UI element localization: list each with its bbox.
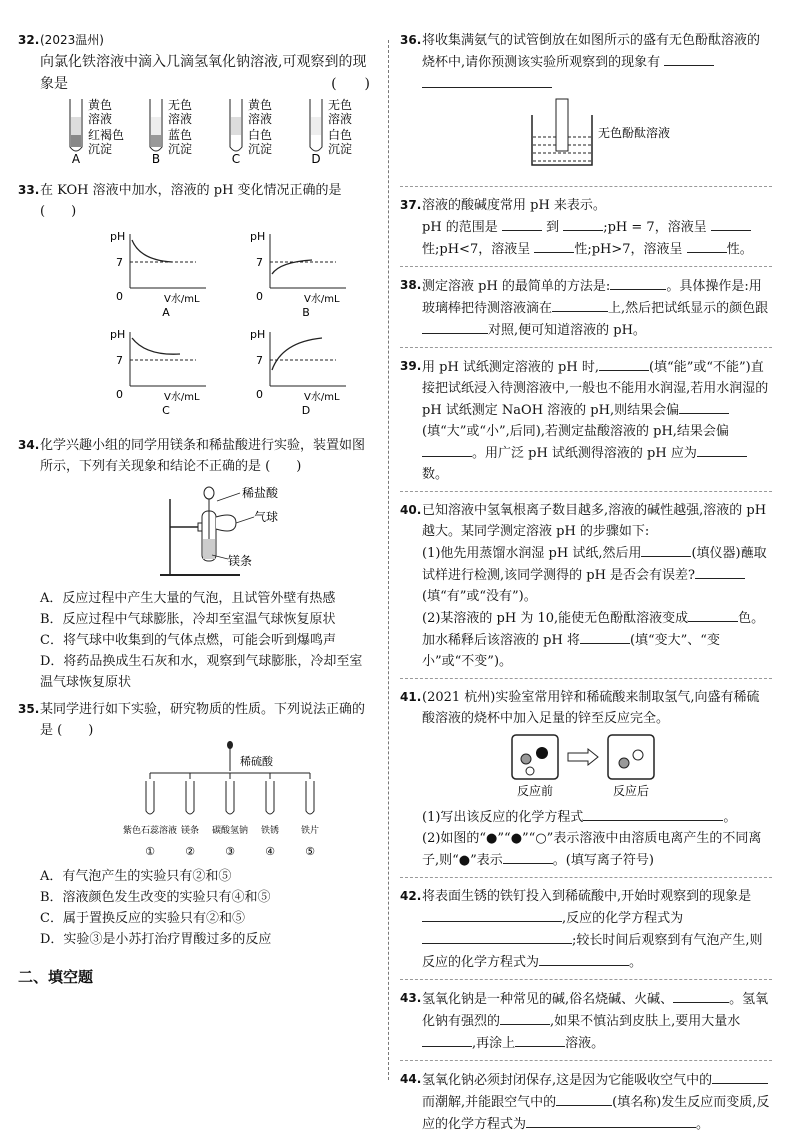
option-letter: C	[231, 152, 241, 166]
text: 。(填写离子符号)	[552, 853, 654, 868]
graph-letter: A	[162, 306, 170, 319]
question-43	[400, 988, 772, 1054]
answer-blank[interactable]	[673, 988, 729, 1003]
tube-label: 无色	[328, 98, 353, 112]
answer-blank[interactable]	[580, 629, 630, 644]
test-tube-options-figure	[40, 95, 370, 167]
tube-label: 白色	[248, 128, 273, 142]
option-letter: D	[311, 152, 321, 166]
question-number: 40.	[400, 503, 422, 517]
beaker-figure	[422, 95, 752, 173]
option-c: C．将气球中收集到的气体点燃，可能会听到爆鸣声	[40, 633, 336, 648]
y-axis-label: pH	[110, 230, 126, 243]
text: (填“变大”、“变小”或“不变”)。	[422, 633, 720, 669]
text: ;pH<7，溶液呈	[435, 242, 531, 257]
ph-curve	[132, 338, 180, 354]
question-number: 36.	[400, 33, 422, 47]
text: ;较长时间后观察到有气泡产生,则反应的化学方程式为	[422, 933, 763, 970]
tube-label: 蓝色	[168, 128, 193, 142]
text: ,反应的化学方程式为	[562, 911, 684, 926]
question-number: 42.	[400, 889, 422, 903]
text: 。	[629, 955, 643, 970]
tube-label: 白色	[328, 128, 353, 142]
question-text: 溶液的酸碱度常用 pH 来表示。	[422, 198, 606, 213]
ph-curve	[272, 338, 322, 370]
answer-blank[interactable]	[552, 297, 608, 312]
text: ;pH = 7，溶液呈	[603, 220, 707, 235]
text: pH 的范围是	[422, 220, 498, 235]
question-40	[400, 500, 772, 672]
sulfuric-acid-experiment-figure	[40, 741, 370, 859]
tube-label: 溶液	[328, 112, 353, 126]
tube-label: 溶液	[248, 112, 273, 126]
tube-name: 镁条	[180, 826, 200, 836]
balloon-apparatus-figure	[40, 477, 370, 581]
question-42	[400, 886, 772, 973]
tube-name: 紫色石蕊溶液	[122, 826, 178, 836]
ph-curve	[132, 240, 172, 262]
answer-blank[interactable]	[712, 1069, 768, 1084]
text: 氢氧化钠是一种常见的碱,俗名烧碱、火碱、	[422, 992, 674, 1007]
text: (填名称)发生反应而变质,反应的化学方程式为	[422, 1095, 770, 1132]
answer-blank[interactable]	[679, 399, 729, 414]
option-a: A．有气泡产生的实验只有②和⑤	[40, 869, 232, 884]
answer-blank[interactable]	[500, 1010, 550, 1025]
question-number: 34.	[18, 438, 40, 452]
option-c: C．属于置换反应的实验只有②和⑤	[40, 911, 245, 926]
option-letter: B	[151, 152, 161, 166]
question-number: 43.	[400, 991, 422, 1005]
label-balloon: 气球	[254, 510, 279, 524]
graph-letter: B	[302, 306, 310, 319]
text: (2)某溶液的 pH 为 10,能使无色酚酞溶液变成	[422, 611, 689, 626]
question-32	[18, 30, 370, 174]
option-d: D．实验③是小苏打治疗胃酸过多的反应	[40, 932, 272, 947]
tube-label: 红褐色	[88, 128, 125, 142]
answer-blank[interactable]	[534, 238, 574, 253]
test-tube	[266, 781, 274, 814]
answer-paren: ( )	[57, 723, 94, 738]
test-tube	[146, 781, 154, 814]
question-text: 向氯化铁溶液中滴入几滴氢氧化钠溶液,可观察到的现象是	[40, 54, 367, 92]
answer-blank[interactable]	[646, 1113, 696, 1128]
answer-blank[interactable]	[503, 849, 553, 864]
question-number: 39.	[400, 359, 422, 373]
text: 色。加水稀释后该溶液的 pH 将	[422, 611, 765, 648]
label-phenolphthalein: 无色酚酞溶液	[598, 126, 671, 140]
answer-paren: ( )	[40, 204, 77, 219]
tube-number: ②	[185, 845, 195, 858]
question-36	[400, 30, 772, 180]
answer-blank[interactable]	[526, 1113, 646, 1128]
y-axis-label: pH	[110, 328, 126, 341]
text: 。	[696, 1117, 710, 1132]
text: (2021 杭州)实验室常用锌和稀硫酸来制取氢气,向盛有稀硫酸溶液的烧杯中加入足量的锌至反应完全。	[422, 690, 760, 726]
ph-graph	[250, 328, 346, 417]
x-axis-label: V水/mL	[164, 392, 200, 403]
text: 性。	[726, 242, 753, 257]
question-source: (2023温州)	[40, 33, 104, 47]
tube-label: 无色	[168, 98, 193, 112]
answer-blank[interactable]	[422, 442, 472, 457]
text: 对照,便可知道溶液的 pH。	[488, 323, 646, 338]
text: 性	[422, 242, 436, 257]
text: 数。	[422, 467, 449, 482]
answer-paren: ( )	[331, 76, 370, 92]
answer-blank[interactable]	[539, 951, 629, 966]
tube-number: ③	[225, 845, 235, 858]
y-axis-label: pH	[250, 230, 266, 243]
question-number: 35.	[18, 702, 40, 716]
answer-blank[interactable]	[422, 319, 488, 334]
text: 上,然后把试纸显示的颜色跟	[608, 301, 769, 316]
y-axis-label: pH	[250, 328, 266, 341]
label-acid: 稀硫酸	[240, 755, 273, 768]
answer-paren: ( )	[265, 459, 302, 474]
option-letter: A	[71, 152, 81, 166]
left-column	[18, 30, 370, 987]
question-number: 33.	[18, 183, 40, 197]
answer-blank[interactable]	[610, 275, 666, 290]
tube-name: 碳酸氢钠	[211, 826, 249, 836]
x-axis-label: V水/mL	[304, 294, 340, 305]
text: 。具体操作是:用玻璃棒把待测溶液滴在	[422, 279, 762, 316]
test-tube	[226, 781, 234, 814]
text: 。用广泛 pH 试纸测得溶液的 pH 应为	[472, 446, 697, 461]
tube-label: 沉淀	[248, 142, 273, 156]
text: 而潮解,并能跟空气中的	[422, 1095, 557, 1110]
test-tube	[186, 781, 194, 814]
graph-letter: C	[162, 404, 170, 417]
question-text: 化学兴趣小组的同学用镁条和稀盐酸进行实验，装置如图所示，下列有关现象和结论不正确的是	[40, 438, 366, 474]
text: 。氢氧化钠有强烈的	[422, 992, 769, 1029]
answer-blank[interactable]	[583, 806, 723, 821]
question-text: 某同学进行如下实验，研究物质的性质。下列说法正确的是	[40, 702, 366, 738]
tick-7: 7	[256, 354, 263, 367]
question-text: 将收集满氨气的试管倒放在如图所示的盛有无色酚酞溶液的烧杯中,请你预测该实验所观察到的现象有	[422, 33, 761, 70]
label-magnesium: 镁条	[228, 554, 253, 568]
answer-blank[interactable]	[599, 356, 649, 371]
question-38	[400, 275, 772, 341]
tube-label: 溶液	[168, 112, 193, 126]
answer-blank[interactable]	[697, 442, 747, 457]
text: ,如果不慎沾到皮肤上,要用大量水	[550, 1014, 741, 1029]
tube-label: 溶液	[88, 112, 113, 126]
answer-blank[interactable]	[641, 542, 691, 557]
question-number: 37.	[400, 198, 422, 212]
ph-graph	[250, 230, 346, 319]
text: (2)如图的“●”“●”“○”表示溶液中由溶质电离产生的不同离子,则“●”表示	[422, 831, 762, 868]
option-b: B．反应过程中气球膨胀，冷却至室温气球恢复原状	[40, 612, 336, 627]
option-b: B．溶液颜色发生改变的实验只有④和⑤	[40, 890, 271, 905]
column-divider	[388, 40, 389, 1080]
text: 到	[546, 220, 560, 235]
text: (填“能”或“不能”)直接把试纸浸入待测溶液中,一般也不能用水润湿,若用水润湿的 pH 试纸测定 NaOH 溶液的 pH,则结果会偏	[422, 360, 769, 418]
tube-label: 沉淀	[328, 142, 353, 156]
x-axis-label: V水/mL	[164, 294, 200, 305]
tick-0: 0	[116, 290, 123, 303]
tube-name: 铁锈	[260, 826, 280, 836]
question-41: 41. (2021 杭州)实验室常用锌和稀硫酸来制取氢气,向盛有稀硫酸溶液的烧杯中加入足量的锌至反应完全。 反应前 反应后 (1)写出该反应的化学方程式 。 (2)如图的“●”“●”“○”表示溶液中由溶质电离产生的不同离子,则“●”表示 。(填写离子符号)	[400, 687, 772, 871]
text: ,再涂上	[472, 1036, 516, 1051]
label-acid: 稀盐酸	[242, 486, 279, 500]
text: 已知溶液中氢氧根离子数目越多,溶液的碱性越强,溶液的 pH 越大。某同学测定溶液 pH 的步骤如下:	[422, 503, 767, 539]
question-35	[18, 699, 370, 950]
text: (填“有”或“没有”)。	[422, 589, 537, 604]
text: 将表面生锈的铁钉投入到稀硫酸中,开始时观察到的现象是	[422, 889, 752, 904]
text: 溶液。	[565, 1036, 605, 1051]
tube-name: 铁片	[300, 826, 320, 836]
answer-blank[interactable]	[422, 929, 572, 944]
question-number: 41.	[400, 690, 422, 704]
question-text: 在 KOH 溶液中加水，溶液的 pH 变化情况正确的是	[40, 183, 342, 198]
answer-blank[interactable]	[556, 1091, 612, 1106]
question-44	[400, 1069, 772, 1135]
question-39	[400, 356, 772, 485]
label-after: 反应后	[612, 784, 650, 798]
text: 用 pH 试纸测定溶液的 pH 时,	[422, 360, 599, 375]
text: (1)他先用蒸馏水润湿 pH 试纸,然后用	[422, 546, 642, 561]
tick-7: 7	[256, 256, 263, 269]
tube-label: 沉淀	[168, 142, 193, 156]
tick-0: 0	[256, 290, 263, 303]
ion-beakers-figure	[422, 729, 752, 799]
answer-blank[interactable]	[422, 907, 562, 922]
option-a: A．反应过程中产生大量的气泡，且试管外壁有热感	[40, 591, 336, 606]
answer-blank[interactable]	[688, 607, 738, 622]
ph-graph	[110, 328, 206, 417]
text: (填“大”或“小”,后同),若测定盐酸溶液的 pH,结果会偏	[422, 424, 729, 439]
tick-7: 7	[116, 354, 123, 367]
answer-blank[interactable]	[422, 1032, 472, 1047]
answer-blank[interactable]	[664, 51, 714, 66]
ph-graphs-figure	[40, 222, 370, 422]
text: (填仪器)蘸取试样进行检测,该同学测得的 pH 是否会有误差?	[422, 546, 767, 583]
answer-blank[interactable]	[502, 216, 542, 231]
question-number: 38.	[400, 278, 422, 292]
text: (1)写出该反应的化学方程式	[422, 810, 584, 825]
test-tube	[306, 781, 314, 814]
question-number: 32.	[18, 33, 40, 47]
x-axis-label: V水/mL	[304, 392, 340, 403]
question-37	[400, 195, 772, 260]
text: 测定溶液 pH 的最简单的方法是:	[422, 279, 611, 294]
question-34	[18, 435, 370, 693]
text: 性;pH>7，溶液呈	[574, 242, 683, 257]
tick-0: 0	[116, 388, 123, 401]
graph-letter: D	[301, 404, 311, 417]
answer-blank[interactable]	[422, 73, 552, 88]
option-d: D．将药品换成生石灰和水，观察到气球膨胀，冷却至室温气球恢复原状	[40, 654, 363, 690]
tube-number: ④	[265, 845, 275, 858]
tube-label: 黄色	[248, 98, 273, 112]
ph-graph	[110, 230, 206, 319]
tube-label: 黄色	[88, 98, 113, 112]
tick-0: 0	[256, 388, 263, 401]
tube-label: 沉淀	[88, 142, 113, 156]
tube-number: ①	[145, 845, 155, 858]
text: 氢氧化钠必须封闭保存,这是因为它能吸收空气中的	[422, 1073, 713, 1088]
answer-blank[interactable]	[563, 216, 603, 231]
answer-blank[interactable]	[687, 238, 727, 253]
tick-7: 7	[116, 256, 123, 269]
answer-blank[interactable]	[695, 564, 745, 579]
label-before: 反应前	[516, 784, 554, 798]
answer-blank[interactable]	[515, 1032, 565, 1047]
question-33	[18, 180, 370, 429]
right-column	[400, 30, 772, 1141]
answer-blank[interactable]	[711, 216, 751, 231]
section-heading: 二、填空题	[18, 968, 94, 986]
question-number: 44.	[400, 1072, 422, 1086]
tube-number: ⑤	[305, 845, 315, 858]
